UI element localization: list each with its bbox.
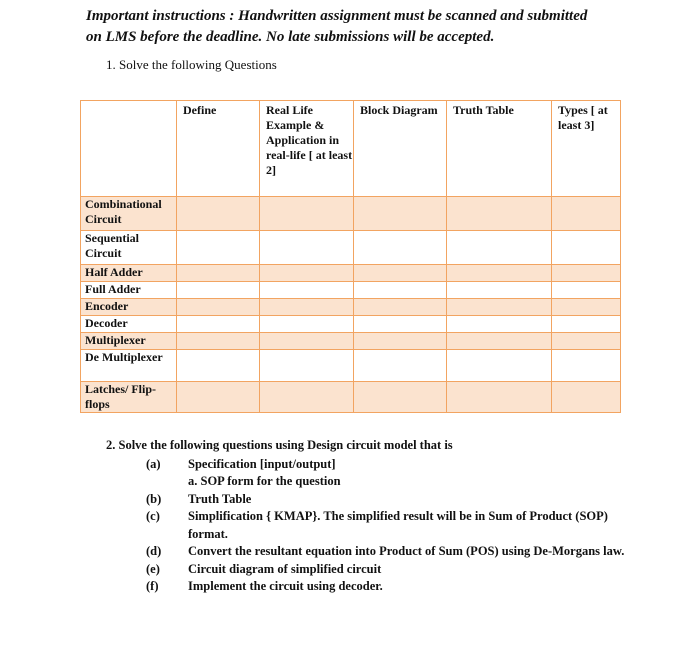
table-cell — [354, 265, 447, 282]
table-cell — [260, 197, 354, 231]
table-cell — [177, 333, 260, 350]
table-cell — [447, 299, 552, 316]
table-row — [81, 316, 621, 333]
table-cell — [260, 382, 354, 413]
table-cell — [552, 316, 621, 333]
table-row — [81, 382, 621, 413]
table-cell — [177, 299, 260, 316]
row-label-encoder: Encoder — [81, 299, 177, 316]
header-cell-real-life: Real Life Example & Application in real-life [ at least 2] — [260, 101, 354, 197]
question-2-title: 2. Solve the following questions using Design circuit model that is — [106, 438, 453, 452]
item-text: Truth Table — [188, 491, 252, 506]
table-row — [81, 299, 621, 316]
table-cell — [260, 333, 354, 350]
row-label-half-adder: Half Adder — [81, 265, 177, 282]
table-cell — [260, 350, 354, 382]
table-cell — [447, 333, 552, 350]
table-cell — [447, 197, 552, 231]
row-label-combinational-circuit: Combinational Circuit — [81, 197, 177, 231]
list-item — [106, 578, 626, 596]
table-cell — [177, 231, 260, 265]
item-marker: (d) — [146, 544, 162, 558]
table-cell — [354, 197, 447, 231]
question-1-title: 1. Solve the following Questions — [106, 57, 277, 72]
table-cell — [552, 333, 621, 350]
table-cell — [177, 282, 260, 299]
table-row — [81, 265, 621, 282]
table-cell — [552, 231, 621, 265]
header-cell-block-diagram: Block Diagram — [354, 101, 447, 197]
question-2 — [106, 437, 626, 596]
table-cell — [260, 282, 354, 299]
table-cell — [552, 350, 621, 382]
list-item — [106, 543, 626, 561]
table-cell — [354, 299, 447, 316]
table-cell — [354, 282, 447, 299]
table-cell — [552, 382, 621, 413]
instructions-line-2: on LMS before the deadline. No late submissions will be accepted. — [86, 29, 495, 45]
questions-table — [80, 100, 621, 413]
row-label-decoder: Decoder — [81, 316, 177, 333]
item-text: SOP form for the question — [200, 474, 341, 488]
item-marker: (a) — [146, 456, 161, 471]
row-label-full-adder: Full Adder — [81, 282, 177, 299]
table-cell — [260, 231, 354, 265]
table-header-row — [81, 101, 621, 197]
table-cell — [177, 265, 260, 282]
instructions-header — [86, 6, 646, 48]
table-cell — [447, 231, 552, 265]
table-cell — [177, 316, 260, 333]
table-row — [81, 333, 621, 350]
item-text: Convert the resultant equation into Product of Sum (POS) using De-Morgans law. — [188, 544, 625, 558]
table-cell — [447, 282, 552, 299]
row-label-multiplexer: Multiplexer — [81, 333, 177, 350]
item-text: Implement the circuit using decoder. — [188, 579, 383, 593]
table-cell — [447, 316, 552, 333]
item-text: Circuit diagram of simplified circuit — [188, 561, 382, 576]
list-item-sub — [106, 473, 626, 491]
header-cell-corner — [81, 101, 177, 197]
item-marker: (f) — [146, 579, 159, 593]
table-cell — [447, 265, 552, 282]
table-cell — [447, 350, 552, 382]
list-item — [106, 491, 626, 509]
item-marker: (c) — [146, 509, 160, 523]
table-cell — [354, 316, 447, 333]
list-item — [106, 508, 626, 543]
table-cell — [552, 299, 621, 316]
table-cell — [354, 231, 447, 265]
table-cell — [354, 333, 447, 350]
list-item — [106, 561, 626, 579]
table-cell — [447, 382, 552, 413]
table-cell — [354, 382, 447, 413]
header-cell-types: Types [ at least 3] — [552, 101, 621, 197]
table-cell — [354, 350, 447, 382]
table-cell — [177, 382, 260, 413]
table-row — [81, 231, 621, 265]
table-cell — [177, 197, 260, 231]
item-marker: (b) — [146, 491, 162, 506]
item-marker: (e) — [146, 561, 160, 576]
item-text: Simplification { KMAP}. The simplified result will be in Sum of Product (SOP) format. — [188, 509, 608, 541]
table-row — [81, 197, 621, 231]
row-label-demultiplexer: De Multiplexer — [81, 350, 177, 382]
item-text: Specification [input/output] — [188, 456, 336, 471]
table-cell — [552, 282, 621, 299]
table-cell — [260, 265, 354, 282]
table-row — [81, 282, 621, 299]
table-row — [81, 350, 621, 382]
header-cell-define: Define — [177, 101, 260, 197]
row-label-sequential-circuit: Sequential Circuit — [81, 231, 177, 265]
table-cell — [177, 350, 260, 382]
header-cell-truth-table: Truth Table — [447, 101, 552, 197]
item-marker: a. — [188, 474, 198, 488]
table-cell — [260, 316, 354, 333]
list-item — [106, 456, 626, 474]
table-cell — [552, 265, 621, 282]
instructions-line-1: Important instructions : Handwritten assignment must be scanned and submitted — [86, 8, 588, 24]
table-cell — [552, 197, 621, 231]
table-cell — [260, 299, 354, 316]
row-label-latches-flip-flops: Latches/ Flip-flops — [81, 382, 177, 413]
